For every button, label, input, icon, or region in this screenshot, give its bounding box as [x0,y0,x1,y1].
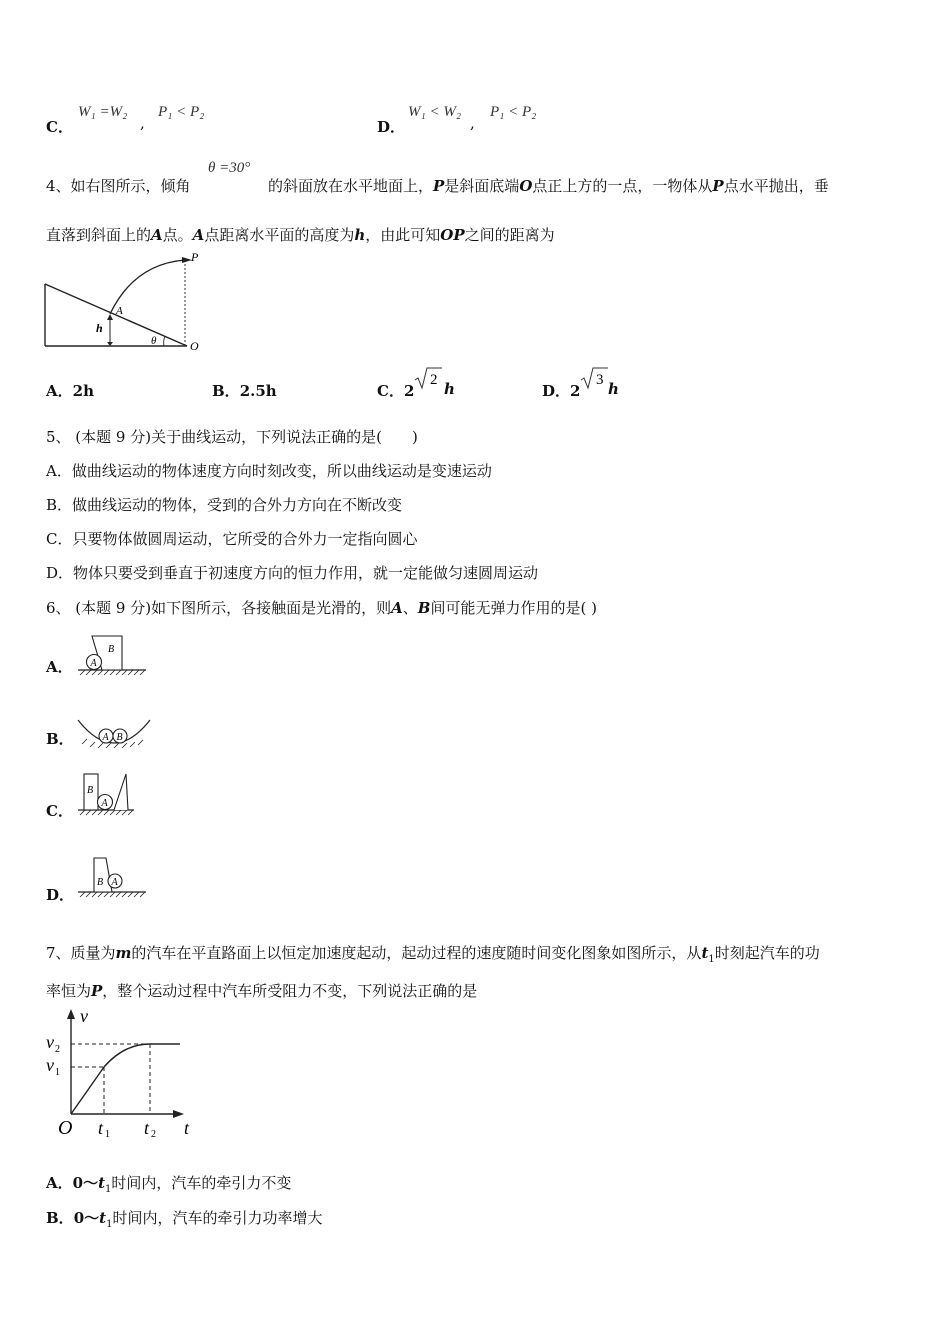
svg-text:2: 2 [55,1044,60,1055]
svg-text:1: 1 [55,1067,60,1078]
q4-stem-line2: 直落到斜面上的A点。A点距离水平面的高度为h，由此可知OP之间的距离为 [46,226,555,244]
svg-text:A: A [102,732,109,743]
svg-text:B: B [116,732,123,743]
q7-label-t1: t [98,1118,104,1138]
q6-option-d-label: D． [46,886,75,904]
svg-text:B: B [108,644,115,655]
q4-fig-label-h: h [96,321,103,335]
q4-option-b: B．2.5h [212,382,277,400]
q3-option-d-label: D． [377,118,406,136]
q6-figure-a [76,630,148,678]
q7-axis-v: v [80,1006,88,1026]
q6-figure-c [76,770,136,820]
q4-option-d-var: h [608,380,619,398]
q5-option-d: D．物体只要受到垂直于初速度方向的恒力作用，就一定能做匀速圆周运动 [46,564,539,582]
q7-axis-t: t [184,1118,190,1138]
q4-stem-line1-rest: 的斜面放在水平地面上，P是斜面底端O点正上方的一点，一物体从P点水平抛出，垂 [268,177,829,195]
q6-option-b-label: B． [46,730,74,748]
q5-option-a: A．做曲线运动的物体速度方向时刻改变，所以曲线运动是变速运动 [46,462,492,480]
svg-text:2: 2 [430,372,438,388]
svg-text:A: A [111,877,118,888]
q4-option-c: C．2 [377,382,415,400]
svg-text:2: 2 [151,1129,156,1140]
q7-vt-graph [44,1006,204,1146]
q4-stem-line1: 4、如右图所示，倾角 [46,177,191,195]
q4-angle-formula: θ =30° [208,160,251,176]
q5-option-c: C．只要物体做圆周运动，它所受的合外力一定指向圆心 [46,530,418,548]
q3-option-c-formula1: W₁ =W₂ [78,104,128,120]
q4-fig-label-theta: θ [151,335,157,347]
q7-stem-line1: 7、质量为m的汽车在平直路面上以恒定加速度起动，起动过程的速度随时间变化图象如图所示，从$t_1$时刻起汽车的功 [46,944,820,965]
q7-stem-line2: 率恒为P，整个运动过程中汽车所受阻力不变，下列说法正确的是 [46,982,478,1000]
q7-option-b: B．$0\sim t_1$时间内，汽车的牵引力功率增大 [46,1209,323,1230]
q5-option-b: B．做曲线运动的物体，受到的合外力方向在不断改变 [46,496,403,514]
q3-option-d-formula2: P₁ < P₂ [490,104,537,120]
svg-text:A: A [101,798,108,809]
q4-option-c-sqrt [414,366,444,392]
q3-option-d-formula1: W₁ < W₂ [408,104,462,120]
q7-label-v2: v [46,1032,54,1052]
q4-fig-label-a: A [116,305,123,317]
q4-fig-label-p: P [191,250,199,264]
q6-figure-b [76,714,152,750]
q4-option-d-sqrt [580,366,610,392]
q7-option-a: A．$0\sim t_1$时间内，汽车的牵引力不变 [46,1174,292,1195]
svg-text:B: B [87,785,94,796]
q7-origin: O [58,1117,73,1139]
q6-figure-d [76,852,148,902]
q4-option-d: D．2 [542,382,581,400]
q7-label-v1: v [46,1055,54,1075]
svg-text:B: B [97,877,104,888]
q4-incline-figure [44,252,214,354]
q4-option-c-var: h [444,380,455,398]
q6-option-a-label: A． [46,658,73,676]
svg-text:A: A [90,658,97,669]
q3-option-c-comma: , [140,114,145,132]
svg-text:1: 1 [105,1129,110,1140]
q6-stem: 6、 (本题 9 分)如下图所示，各接触面是光滑的，则A、B间可能无弹力作用的是( ) [46,599,597,617]
q6-option-c-label: C． [46,802,73,820]
q7-label-t2: t [144,1118,150,1138]
svg-text:3: 3 [596,372,604,388]
q3-option-c-label: C． [46,118,73,136]
q4-fig-label-o: O [190,339,199,353]
q3-option-c-formula2: P₁ < P₂ [158,104,205,120]
q5-stem: 5、 (本题 9 分)关于曲线运动，下列说法正确的是( ) [46,428,418,446]
q3-option-d-comma: , [470,114,475,132]
q4-option-a: A．2h [46,382,94,400]
